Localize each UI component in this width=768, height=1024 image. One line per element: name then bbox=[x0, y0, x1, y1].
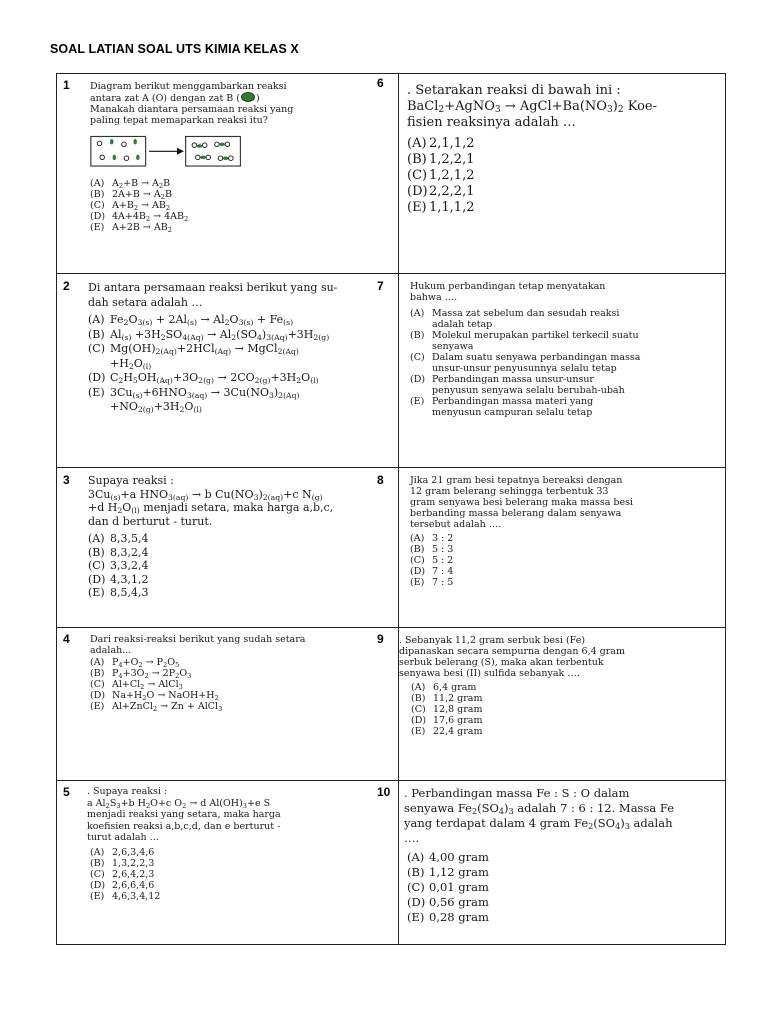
option-text: 4,00 gram bbox=[429, 850, 489, 864]
question-number: 7 bbox=[377, 279, 384, 293]
option-letter: (B) bbox=[90, 857, 105, 869]
answer-option bbox=[90, 858, 327, 869]
option-text: 2,1,1,2 bbox=[429, 136, 475, 151]
option-text: Perbandingan massa unsur-unsur penyusun senyawa selalu berubah-ubah bbox=[432, 374, 625, 396]
answer-option bbox=[411, 726, 637, 737]
answer-option bbox=[411, 704, 637, 715]
option-letter: (C) bbox=[90, 679, 105, 690]
option-text: Perbandingan massa materi yang menyusun campuran selalu tetap bbox=[432, 396, 594, 418]
question-7 bbox=[410, 281, 642, 418]
option-text: 4,3,1,2 bbox=[110, 572, 149, 586]
option-text: 2,2,2,1 bbox=[429, 184, 475, 199]
option-text: 8,3,5,4 bbox=[110, 532, 149, 545]
answer-option bbox=[88, 559, 390, 573]
option-letter: (D) bbox=[88, 371, 106, 384]
question-2-stem: Di antara persamaan reaksi berikut yang su-dah setara adalah … bbox=[88, 281, 338, 309]
answer-option bbox=[88, 532, 390, 546]
question-10 bbox=[404, 786, 719, 925]
answer-option bbox=[90, 891, 327, 902]
answer-option bbox=[410, 352, 642, 374]
answer-option bbox=[90, 657, 320, 668]
option-text: 2,6,6,4,6 bbox=[112, 879, 155, 891]
option-text: 2,6,4,2,3 bbox=[112, 868, 155, 880]
question-number: 6 bbox=[377, 76, 384, 90]
option-letter: (A) bbox=[407, 136, 427, 151]
option-letter: (D) bbox=[90, 211, 106, 222]
option-text: $P_4+O_2 \to P_2O_5$ bbox=[112, 657, 180, 669]
question-number: 3 bbox=[63, 473, 70, 487]
question-7-stem: Hukum perbandingan tetap menyatakan bahwa …. bbox=[410, 281, 606, 303]
options bbox=[404, 850, 719, 925]
options bbox=[90, 657, 320, 712]
answer-option bbox=[90, 690, 320, 701]
option-text: $P_4+3O_2 \to 2P_2O_3$ bbox=[112, 668, 192, 680]
option-text: $Al_{(s)} +3H_2SO_{4(Aq)} \to Al_2(SO_4)_{3(Aq)}+3H_{2(g)}$ bbox=[110, 327, 330, 342]
answer-option bbox=[88, 573, 390, 587]
answer-option bbox=[407, 880, 719, 895]
option-text: $A+2B \to AB_2$ bbox=[112, 222, 172, 234]
option-text: 1,2,1,2 bbox=[429, 168, 475, 183]
question-6 bbox=[407, 83, 722, 216]
answer-option bbox=[90, 189, 303, 200]
answer-option bbox=[410, 555, 635, 566]
molecule-b-icon bbox=[240, 92, 256, 102]
answer-option bbox=[407, 152, 722, 168]
option-text: 0,28 gram bbox=[429, 910, 489, 924]
option-letter: (A) bbox=[407, 850, 425, 864]
reaction-diagram-figure bbox=[90, 132, 303, 174]
option-letter: (C) bbox=[410, 555, 425, 566]
option-text: Molekul merupakan partikel terkecil suatu senyawa bbox=[432, 330, 639, 352]
answer-option bbox=[90, 200, 303, 211]
option-text: 22,4 gram bbox=[433, 726, 483, 737]
option-letter: (E) bbox=[88, 586, 105, 599]
option-text: 3,3,2,4 bbox=[110, 559, 149, 572]
option-text: 11,2 gram bbox=[433, 693, 483, 704]
answer-option bbox=[90, 869, 327, 880]
answer-option bbox=[410, 308, 642, 330]
option-text: 0,01 gram bbox=[429, 880, 489, 894]
answer-option bbox=[410, 577, 635, 588]
answer-option bbox=[90, 880, 327, 891]
option-text: $C_2H_5OH_{(Aq)}+3O_{2(g)} \to 2CO_{2(g)}+3H_2O_{(l)}$ bbox=[110, 371, 319, 385]
option-text: 1,12 gram bbox=[429, 865, 489, 879]
option-letter: (A) bbox=[90, 657, 105, 668]
option-text: $A_2+B \to A_2B$ bbox=[112, 178, 171, 190]
answer-option bbox=[88, 546, 390, 560]
answer-option bbox=[411, 715, 637, 726]
options bbox=[88, 532, 390, 600]
option-letter: (A) bbox=[411, 682, 426, 693]
answer-option bbox=[90, 701, 320, 712]
option-text: 5 : 2 bbox=[432, 555, 454, 566]
option-text: $Al+Cl_2$ → AlCl$_3$ bbox=[112, 679, 183, 691]
row-divider bbox=[57, 273, 725, 274]
option-letter: (E) bbox=[411, 726, 426, 737]
question-number: 2 bbox=[63, 279, 70, 293]
option-letter: (E) bbox=[90, 222, 105, 233]
option-letter: (C) bbox=[411, 704, 426, 715]
option-letter: (E) bbox=[90, 701, 105, 712]
option-text: 3 : 2 bbox=[432, 533, 454, 544]
answer-option bbox=[411, 693, 637, 704]
question-number: 5 bbox=[63, 785, 70, 799]
row-divider bbox=[57, 467, 725, 468]
question-number: 9 bbox=[377, 632, 384, 646]
option-letter: (A) bbox=[410, 533, 425, 544]
option-letter: (B) bbox=[90, 668, 105, 679]
answer-option bbox=[90, 178, 303, 189]
option-text: $Na+H_2O$ → $NaOH+H_2$ bbox=[112, 690, 219, 702]
options bbox=[410, 533, 635, 588]
answer-option bbox=[410, 566, 635, 577]
option-letter: (D) bbox=[411, 715, 427, 726]
question-8-stem: Jika 21 gram besi tepatnya bereaksi dengan 12 gram belerang sehingga terbentuk 33 gram senyawa besi belerang maka massa besi berbanding massa belerang dalam senyawa tersebut adalah …. bbox=[410, 475, 634, 530]
answer-option bbox=[410, 533, 635, 544]
option-text: Dalam suatu senyawa perbandingan massa unsur-unsur penyusunnya selalu tetap bbox=[432, 352, 641, 374]
option-letter: (C) bbox=[410, 352, 425, 363]
option-letter: (E) bbox=[407, 200, 427, 215]
question-number: 8 bbox=[377, 473, 384, 487]
option-text: 1,3,2,2,3 bbox=[112, 857, 155, 869]
answer-option bbox=[407, 168, 722, 184]
option-letter: (D) bbox=[407, 895, 426, 909]
option-text: 8,5,4,3 bbox=[110, 586, 149, 599]
option-text: 4,6,3,4,12 bbox=[112, 890, 161, 902]
option-letter: (E) bbox=[90, 890, 105, 902]
option-text: 12,8 gram bbox=[433, 704, 483, 715]
answer-option bbox=[407, 136, 722, 152]
options bbox=[88, 313, 390, 415]
option-letter: (C) bbox=[407, 168, 428, 183]
answer-option bbox=[88, 586, 390, 600]
option-letter: (B) bbox=[88, 545, 105, 559]
question-10-stem: . Perbandingan massa Fe : S : O dalam senyawa $Fe_2(SO_4)_3$ adalah 7 : 6 : 12. Massa Fe yang terdapat dalam 4 gram $Fe_2(SO_4)_3$ adalah …. bbox=[404, 786, 675, 845]
document-title: SOAL LATIAN SOAL UTS KIMIA KELAS X bbox=[50, 42, 299, 56]
option-text: $A+B_2 \to AB_2$ bbox=[112, 200, 171, 212]
answer-option bbox=[407, 184, 722, 200]
answer-option bbox=[407, 200, 722, 216]
question-6-stem: . Setarakan reaksi di bawah ini : BaCl$_2$+AgNO$_3$ → $AgCl+Ba(NO_3)_2$ Koe- fisien reaksinya adalah … bbox=[407, 83, 658, 130]
question-1 bbox=[90, 81, 303, 233]
option-letter: (E) bbox=[407, 910, 425, 924]
option-letter: (A) bbox=[410, 308, 425, 319]
option-letter: (B) bbox=[407, 865, 425, 879]
options bbox=[90, 178, 303, 233]
options bbox=[407, 136, 722, 216]
option-text: $3Cu_{(s)}+6HNO_{3(aq)} \to 3Cu(NO_3)_{2(Aq)}$ $+NO_{2(g)}+3H_2O_{(l)}$ bbox=[110, 385, 300, 414]
option-letter: (C) bbox=[90, 868, 105, 880]
row-divider bbox=[57, 780, 725, 781]
option-text: 17,6 gram bbox=[433, 715, 483, 726]
option-letter: (D) bbox=[410, 566, 426, 577]
option-text: 2,6,3,4,6 bbox=[112, 846, 155, 858]
option-text: 7 : 4 bbox=[432, 566, 454, 577]
question-8 bbox=[410, 475, 635, 588]
option-text: 8,3,2,4 bbox=[110, 545, 149, 559]
question-9 bbox=[399, 635, 637, 737]
question-3-stem: Supaya reaksi : $3Cu_{(s)}+a$ $HNO_{3(aq)} \to b$ $Cu(NO_3)_{2(aq)}+c$ $N_{(g)}$ +d $H_2O_{(l)}$ menjadi setara, maka harga a,b,c, dan d berturut - turut. bbox=[88, 474, 334, 528]
answer-option bbox=[90, 211, 303, 222]
question-number: 1 bbox=[63, 78, 70, 92]
answer-option bbox=[90, 668, 320, 679]
option-text: Massa zat sebelum dan sesudah reaksi adalah tetap bbox=[432, 308, 620, 330]
answer-option bbox=[410, 330, 642, 352]
question-9-stem: . Sebanyak 11,2 gram serbuk besi (Fe) dipanaskan secara sempurna dengan 6,4 gram serbuk belerang (S), maka akan terbentuk senyawa besi (II) sulfida sebanyak …. bbox=[399, 635, 625, 679]
answer-option bbox=[88, 313, 390, 328]
option-text: $2A+B \to A_2B$ bbox=[112, 189, 172, 201]
answer-option bbox=[88, 328, 390, 343]
option-letter: (D) bbox=[90, 879, 106, 891]
answer-option bbox=[88, 342, 390, 371]
option-letter: (B) bbox=[88, 327, 105, 341]
option-text: Al+ZnCl$_2$ → Zn + AlCl$_3$ bbox=[112, 701, 223, 713]
option-letter: (D) bbox=[88, 572, 106, 586]
option-text: $4A+4B_2 \to 4AB_2$ bbox=[112, 211, 189, 223]
answer-option bbox=[90, 847, 327, 858]
options bbox=[399, 682, 637, 737]
answer-option bbox=[88, 386, 390, 415]
option-letter: (B) bbox=[411, 693, 426, 704]
question-3 bbox=[88, 474, 390, 600]
option-letter: (B) bbox=[410, 330, 425, 341]
question-number: 10 bbox=[377, 785, 391, 799]
option-text: 0,56 gram bbox=[429, 895, 489, 909]
option-letter: (A) bbox=[90, 178, 105, 189]
answer-option bbox=[88, 371, 390, 386]
answer-option bbox=[407, 850, 719, 865]
answer-option bbox=[410, 374, 642, 396]
option-letter: (E) bbox=[88, 385, 105, 399]
option-text: 1,2,2,1 bbox=[429, 152, 475, 167]
option-letter: (A) bbox=[88, 313, 105, 326]
row-divider bbox=[57, 627, 725, 628]
question-4-stem: Dari reaksi-reaksi berikut yang sudah setara adalah... bbox=[90, 634, 306, 656]
option-letter: (C) bbox=[88, 559, 105, 572]
reaction-diagram bbox=[90, 132, 303, 174]
option-letter: (D) bbox=[407, 184, 428, 199]
question-2 bbox=[88, 281, 390, 415]
option-letter: (D) bbox=[410, 374, 426, 385]
answer-option bbox=[410, 396, 642, 418]
option-letter: (E) bbox=[410, 577, 425, 588]
option-text: 1,1,1,2 bbox=[429, 200, 475, 215]
question-5-stem: . Supaya reaksi : a $Al_2S_3+b$ $H_2O+c$ $O_2 \to d$ $Al(OH)_3+e$ S menjadi reaksi yang setara, maka harga koefisien reaksi a,b,c,d, dan e berturut - turut adalah ... bbox=[87, 786, 281, 843]
option-letter: (B) bbox=[407, 152, 427, 167]
option-letter: (A) bbox=[88, 532, 105, 545]
answer-option bbox=[411, 682, 637, 693]
question-table bbox=[56, 73, 726, 945]
option-letter: (C) bbox=[90, 200, 105, 211]
options bbox=[410, 308, 642, 418]
answer-option bbox=[407, 895, 719, 910]
option-text: $Fe_2O_{3(s)} + 2Al_{(s)} \to Al_2O_{3(s)} + Fe_{(s)}$ bbox=[110, 313, 294, 327]
answer-option bbox=[407, 865, 719, 880]
option-letter: (D) bbox=[90, 690, 106, 701]
question-4 bbox=[90, 634, 320, 712]
question-1-stem: Diagram berikut menggambarkan reaksi antara zat A (O) dengan zat B ( ) Manakah diantara persamaan reaksi yang paling tepat memaparkan reaksi itu? bbox=[90, 81, 294, 126]
option-text: 5 : 3 bbox=[432, 544, 454, 555]
option-letter: (A) bbox=[90, 846, 105, 858]
option-text: 6,4 gram bbox=[433, 682, 477, 693]
answer-option bbox=[407, 910, 719, 925]
option-text: $Mg(OH)_{2(Aq)}+2HCl_{(Aq)}$ → MgCl$_{2(Aq)}$ $+H_2O_{(l)}$ bbox=[110, 342, 299, 371]
option-letter: (E) bbox=[410, 396, 425, 407]
option-letter: (B) bbox=[90, 189, 105, 200]
answer-option bbox=[90, 222, 303, 233]
column-divider bbox=[398, 74, 399, 944]
question-number: 4 bbox=[63, 632, 70, 646]
question-5 bbox=[87, 786, 327, 902]
option-letter: (C) bbox=[407, 880, 425, 894]
option-letter: (C) bbox=[88, 342, 105, 355]
option-letter: (B) bbox=[410, 544, 425, 555]
option-text: 7 : 5 bbox=[432, 577, 454, 588]
answer-option bbox=[90, 679, 320, 690]
answer-option bbox=[410, 544, 635, 555]
options bbox=[87, 847, 327, 902]
